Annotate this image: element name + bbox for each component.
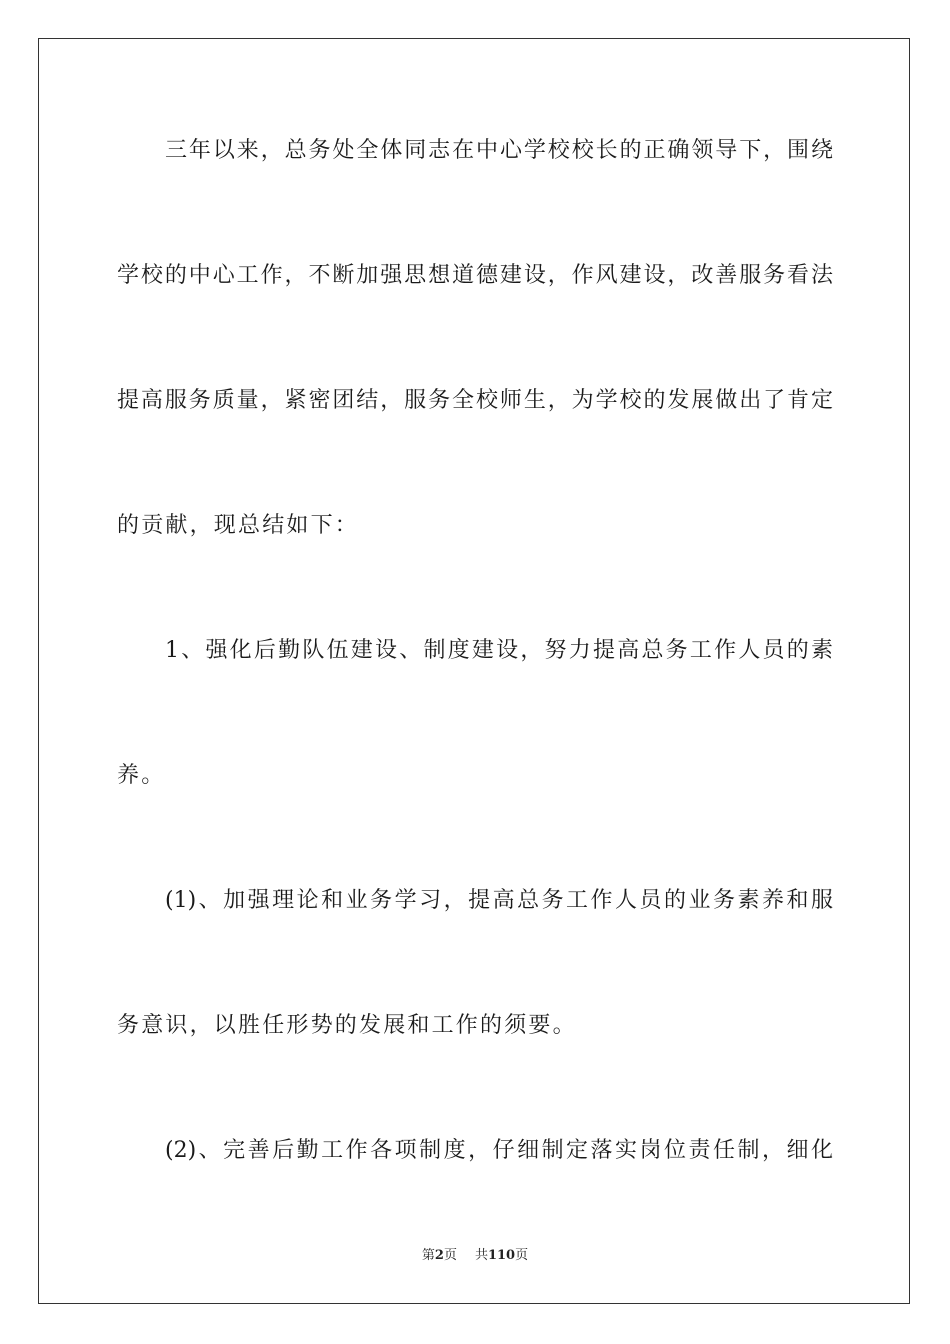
footer-page-prefix: 第 <box>421 1248 435 1263</box>
footer-page-suffix: 页 <box>443 1248 457 1263</box>
paragraph-line-3: 提高服务质量，紧密团结，服务全校师生，为学校的发展做出了肯定 <box>117 388 833 413</box>
footer-total-suffix: 页 <box>515 1248 529 1263</box>
list-item-2: (2)、完善后勤工作各项制度，仔细制定落实岗位责任制，细化 <box>165 1138 833 1163</box>
paragraph-line-2: 学校的中心工作，不断加强思想道德建设，作风建设，改善服务看法 <box>117 263 833 288</box>
list-item-1: (1)、加强理论和业务学习，提高总务工作人员的业务素养和服 <box>165 888 833 913</box>
page-footer <box>0 1247 950 1265</box>
paragraph-line-1: 三年以来，总务处全体同志在中心学校校长的正确领导下，围绕 <box>165 138 833 163</box>
footer-total-pages: 110 <box>487 1248 516 1263</box>
section-heading-1: 1、强化后勤队伍建设、制度建设，努力提高总务工作人员的素 <box>165 638 833 663</box>
footer-total-prefix: 共 <box>474 1248 488 1263</box>
list-item-1-cont: 务意识，以胜任形势的发展和工作的须要。 <box>117 1013 577 1038</box>
page-border <box>38 38 910 1304</box>
footer-page-number: 2 <box>434 1248 444 1263</box>
paragraph-line-4: 的贡献，现总结如下： <box>117 513 360 538</box>
section-heading-1-cont: 养。 <box>117 763 166 788</box>
